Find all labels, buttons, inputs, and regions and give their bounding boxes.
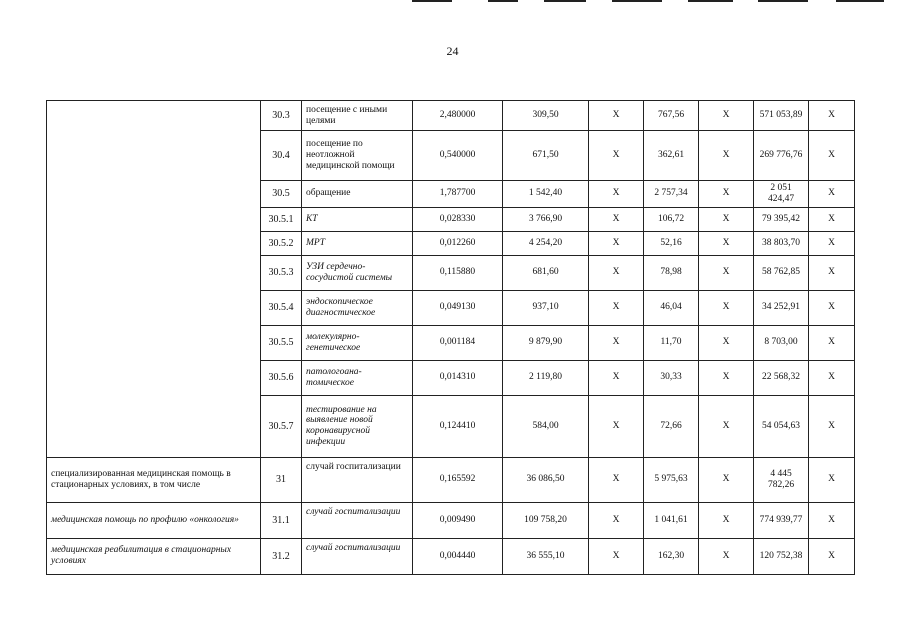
x-cell: X — [809, 290, 855, 325]
code-cell: 30.5.4 — [261, 290, 302, 325]
x-cell: X — [809, 101, 855, 131]
code-cell: 31.2 — [261, 538, 302, 574]
total-cell: 8 703,00 — [754, 325, 809, 360]
total-cell: 571 053,89 — [754, 101, 809, 131]
unit-cell: МРТ — [302, 231, 413, 255]
section-cell: специализированная медицинская помощь в стационарных условиях, в том числе — [47, 457, 261, 502]
unit-cell: тестирование на выявление новой коронавирусной инфекции — [302, 395, 413, 457]
top-rule-6 — [758, 0, 808, 2]
value-cell: 1 041,61 — [644, 502, 699, 538]
page-number: 24 — [446, 44, 459, 58]
cost-cell: 2 119,80 — [503, 360, 589, 395]
total-cell: 2 051 424,47 — [754, 181, 809, 208]
x-cell: X — [589, 360, 644, 395]
total-cell: 54 054,63 — [754, 395, 809, 457]
cost-cell: 109 758,20 — [503, 502, 589, 538]
x-cell: X — [809, 325, 855, 360]
total-cell: 58 762,85 — [754, 255, 809, 290]
x-cell: X — [589, 502, 644, 538]
unit-cell: посещение с иными целями — [302, 101, 413, 131]
value-cell: 11,70 — [644, 325, 699, 360]
code-cell: 30.4 — [261, 131, 302, 181]
top-rule-4 — [612, 0, 662, 2]
norm-cell: 0,165592 — [413, 457, 503, 502]
code-cell: 30.3 — [261, 101, 302, 131]
x-cell: X — [699, 255, 754, 290]
cost-cell: 1 542,40 — [503, 181, 589, 208]
unit-cell: эндоскопическое диагностическое — [302, 290, 413, 325]
cost-cell: 671,50 — [503, 131, 589, 181]
code-cell: 30.5.6 — [261, 360, 302, 395]
table-row — [47, 502, 855, 538]
section-cell: медицинская помощь по профилю «онкология» — [47, 502, 261, 538]
code-cell: 30.5.5 — [261, 325, 302, 360]
total-cell: 4 445 782,26 — [754, 457, 809, 502]
x-cell: X — [589, 395, 644, 457]
cost-cell: 937,10 — [503, 290, 589, 325]
unit-cell: молекулярно-генетическое — [302, 325, 413, 360]
x-cell: X — [699, 538, 754, 574]
x-cell: X — [589, 538, 644, 574]
value-cell: 767,56 — [644, 101, 699, 131]
x-cell: X — [699, 360, 754, 395]
x-cell: X — [809, 255, 855, 290]
total-cell: 79 395,42 — [754, 207, 809, 231]
cost-cell: 36 086,50 — [503, 457, 589, 502]
value-cell: 362,61 — [644, 131, 699, 181]
total-cell: 38 803,70 — [754, 231, 809, 255]
x-cell: X — [589, 101, 644, 131]
x-cell: X — [699, 181, 754, 208]
section-cell-empty — [47, 101, 261, 458]
cost-cell: 3 766,90 — [503, 207, 589, 231]
x-cell: X — [699, 457, 754, 502]
norm-cell: 0,014310 — [413, 360, 503, 395]
norm-cell: 0,009490 — [413, 502, 503, 538]
top-rule-5 — [688, 0, 733, 2]
unit-cell: случай госпитализации — [302, 538, 413, 574]
value-cell: 46,04 — [644, 290, 699, 325]
table-row — [47, 101, 855, 131]
norm-cell: 0,028330 — [413, 207, 503, 231]
x-cell: X — [699, 395, 754, 457]
code-cell: 31 — [261, 457, 302, 502]
norm-cell: 2,480000 — [413, 101, 503, 131]
norm-cell: 0,540000 — [413, 131, 503, 181]
norm-cell: 0,115880 — [413, 255, 503, 290]
x-cell: X — [589, 457, 644, 502]
cost-cell: 681,60 — [503, 255, 589, 290]
x-cell: X — [809, 181, 855, 208]
x-cell: X — [589, 181, 644, 208]
top-rule-3 — [544, 0, 586, 2]
x-cell: X — [699, 101, 754, 131]
cost-cell: 36 555,10 — [503, 538, 589, 574]
x-cell: X — [699, 325, 754, 360]
top-rule-2 — [488, 0, 518, 2]
unit-cell: случай госпитализации — [302, 457, 413, 502]
norm-cell: 0,004440 — [413, 538, 503, 574]
x-cell: X — [699, 231, 754, 255]
x-cell: X — [589, 207, 644, 231]
value-cell: 78,98 — [644, 255, 699, 290]
x-cell: X — [809, 360, 855, 395]
norm-cell: 0,124410 — [413, 395, 503, 457]
x-cell: X — [809, 231, 855, 255]
code-cell: 30.5.7 — [261, 395, 302, 457]
norm-cell: 0,001184 — [413, 325, 503, 360]
unit-cell: случай госпитализации — [302, 502, 413, 538]
table-row — [47, 457, 855, 502]
table-row — [47, 538, 855, 574]
value-cell: 5 975,63 — [644, 457, 699, 502]
x-cell: X — [589, 231, 644, 255]
x-cell: X — [809, 502, 855, 538]
value-cell: 2 757,34 — [644, 181, 699, 208]
x-cell: X — [809, 538, 855, 574]
cost-cell: 4 254,20 — [503, 231, 589, 255]
x-cell: X — [809, 131, 855, 181]
cost-cell: 584,00 — [503, 395, 589, 457]
unit-cell: посещение по неотложной медицинской помощи — [302, 131, 413, 181]
norm-cell: 0,012260 — [413, 231, 503, 255]
total-cell: 774 939,77 — [754, 502, 809, 538]
section-cell: медицинская реабилитация в стационарных условиях — [47, 538, 261, 574]
x-cell: X — [809, 207, 855, 231]
value-cell: 52,16 — [644, 231, 699, 255]
total-cell: 120 752,38 — [754, 538, 809, 574]
unit-cell: КТ — [302, 207, 413, 231]
total-cell: 22 568,32 — [754, 360, 809, 395]
total-cell: 34 252,91 — [754, 290, 809, 325]
x-cell: X — [589, 131, 644, 181]
x-cell: X — [809, 457, 855, 502]
norm-cell: 1,787700 — [413, 181, 503, 208]
x-cell: X — [699, 131, 754, 181]
x-cell: X — [589, 290, 644, 325]
x-cell: X — [589, 255, 644, 290]
code-cell: 31.1 — [261, 502, 302, 538]
value-cell: 72,66 — [644, 395, 699, 457]
code-cell: 30.5.2 — [261, 231, 302, 255]
unit-cell: УЗИ сердечно-сосудистой системы — [302, 255, 413, 290]
cost-cell: 9 879,90 — [503, 325, 589, 360]
top-rule-7 — [836, 0, 884, 2]
value-cell: 30,33 — [644, 360, 699, 395]
x-cell: X — [699, 207, 754, 231]
norm-cell: 0,049130 — [413, 290, 503, 325]
unit-cell: патологоана-томическое — [302, 360, 413, 395]
cost-cell: 309,50 — [503, 101, 589, 131]
code-cell: 30.5 — [261, 181, 302, 208]
total-cell: 269 776,76 — [754, 131, 809, 181]
x-cell: X — [699, 502, 754, 538]
data-table — [46, 100, 855, 575]
unit-cell: обращение — [302, 181, 413, 208]
code-cell: 30.5.1 — [261, 207, 302, 231]
x-cell: X — [589, 325, 644, 360]
x-cell: X — [699, 290, 754, 325]
code-cell: 30.5.3 — [261, 255, 302, 290]
x-cell: X — [809, 395, 855, 457]
value-cell: 162,30 — [644, 538, 699, 574]
top-rule-1 — [412, 0, 452, 2]
value-cell: 106,72 — [644, 207, 699, 231]
